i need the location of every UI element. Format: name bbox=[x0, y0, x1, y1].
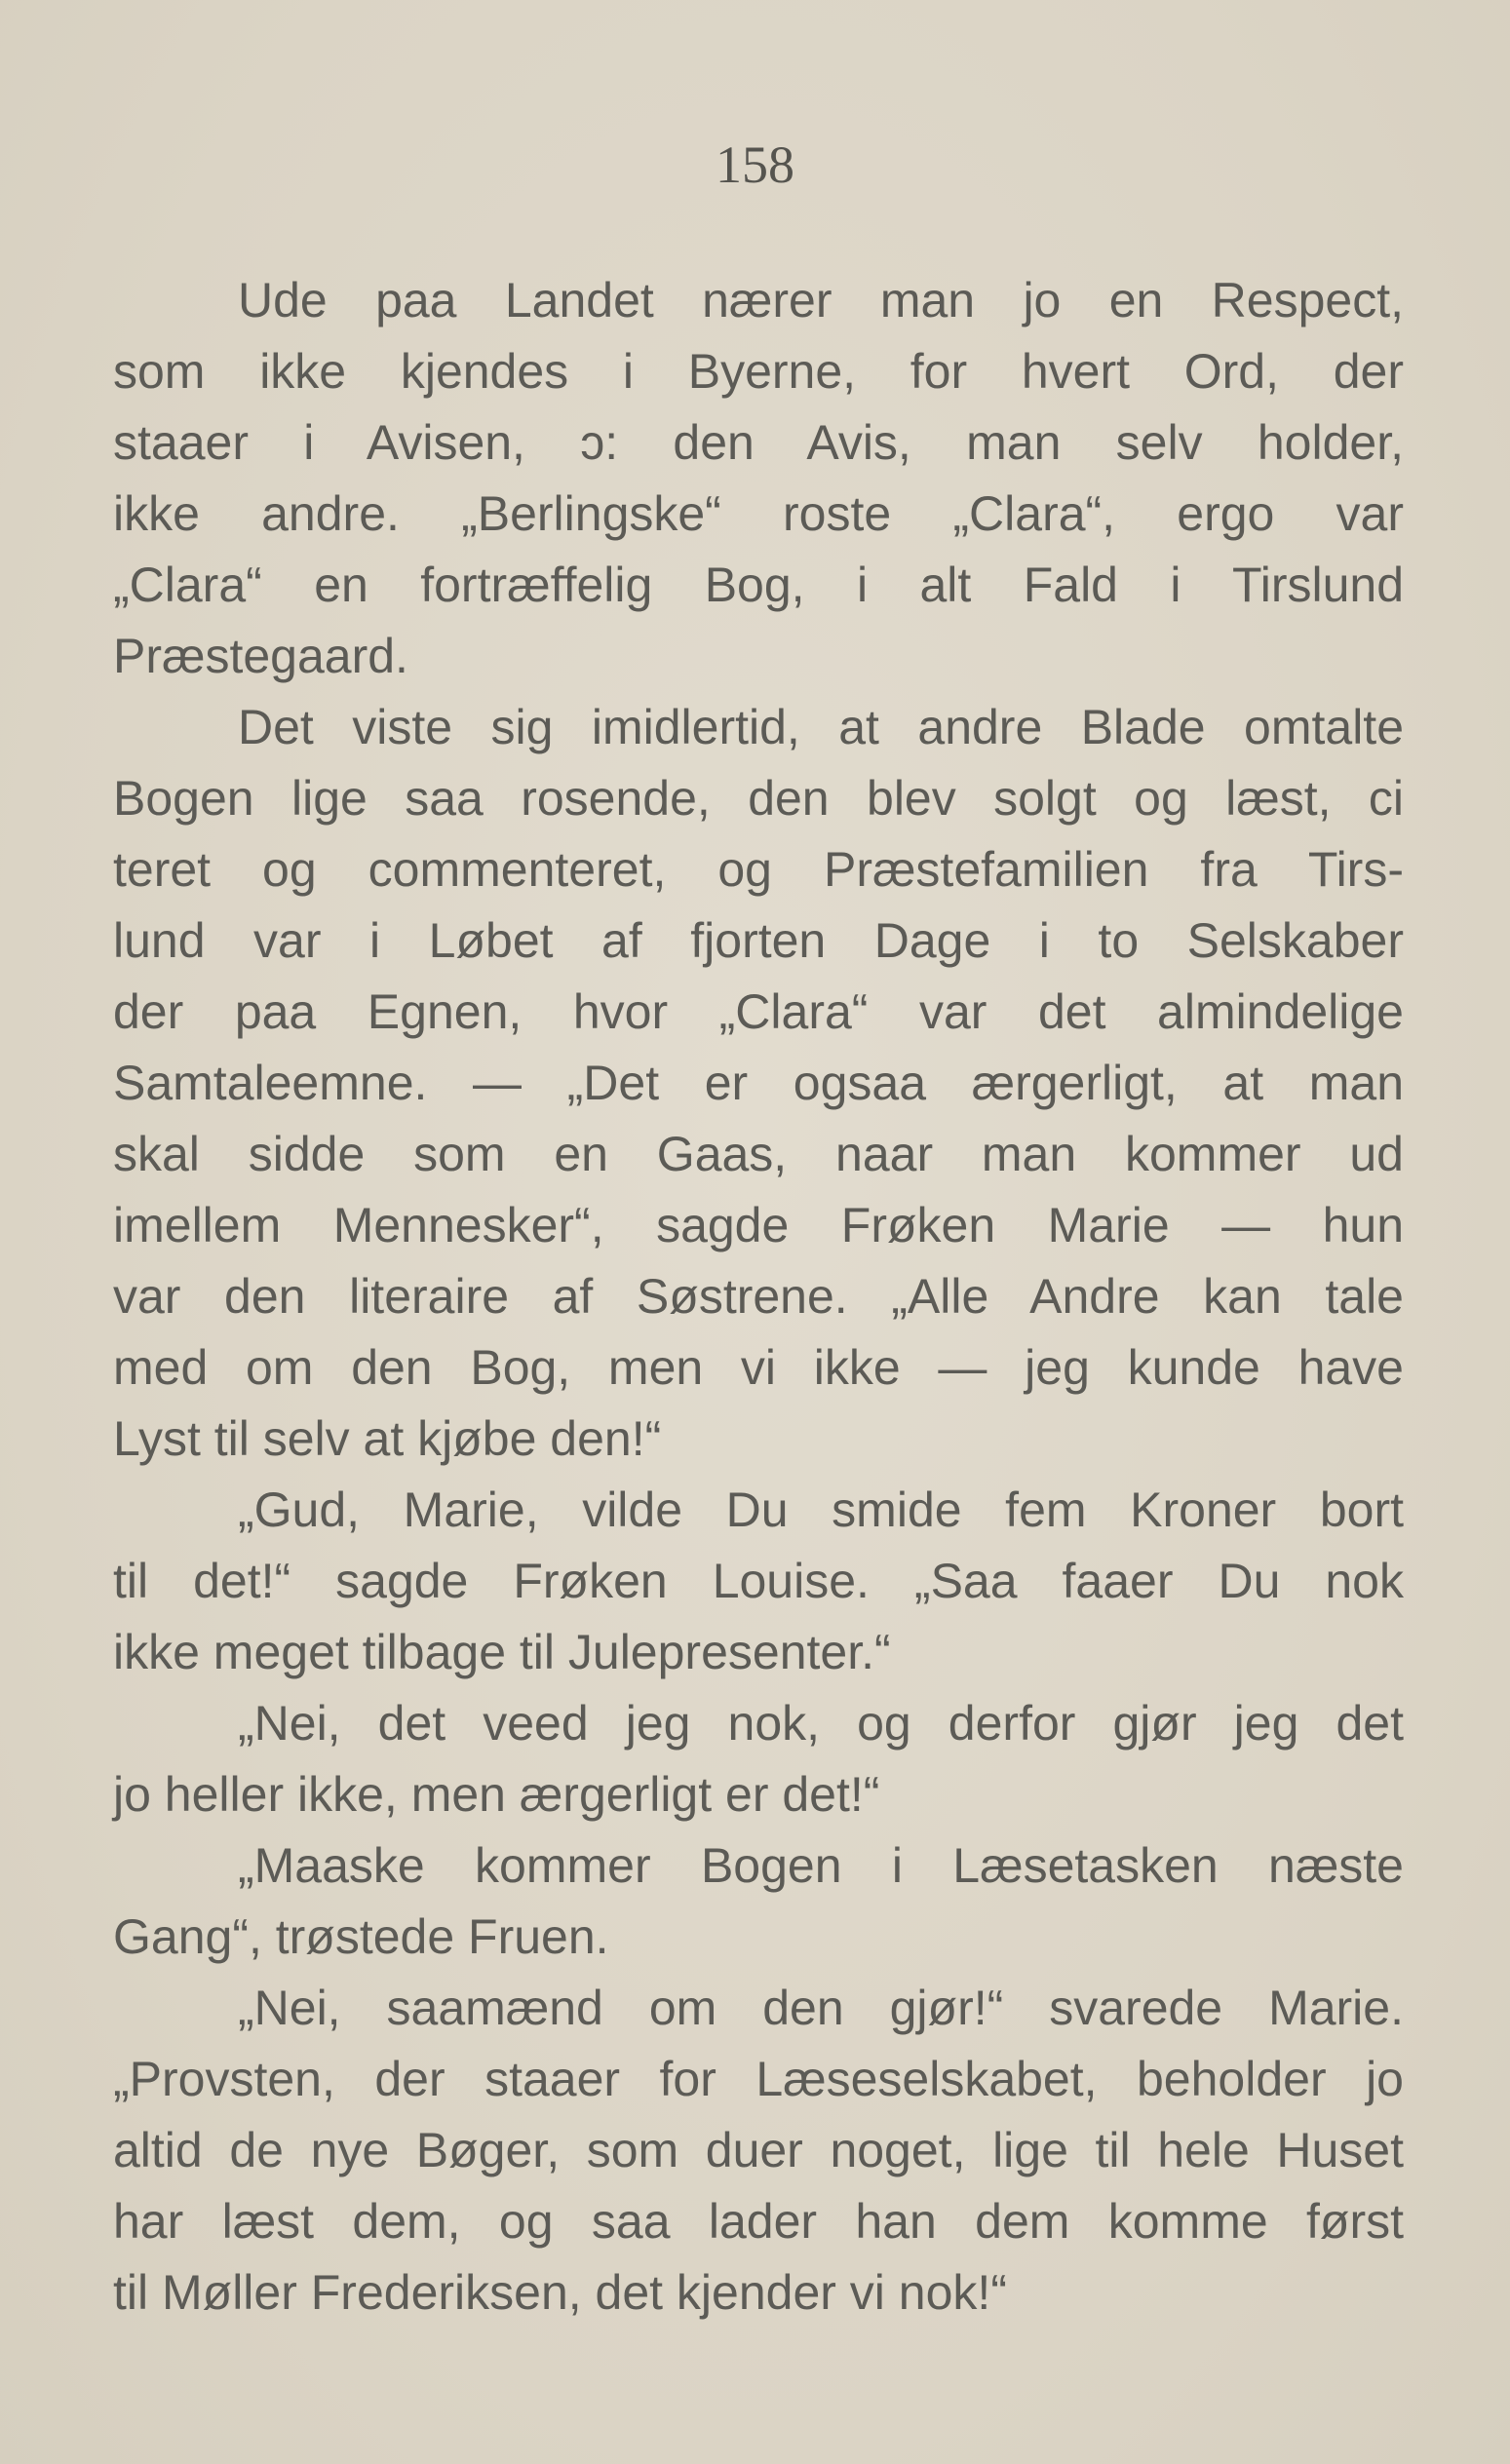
body-text bbox=[113, 265, 1404, 2329]
text-line: Lyst til selv at kjøbe den!“ bbox=[113, 1411, 662, 1466]
text-line: „Clara“ en fortræffelig Bog, i alt Fald i Tirslund bbox=[113, 558, 1404, 612]
text-line: jo heller ikke, men ærgerligt er det!“ bbox=[113, 1767, 880, 1822]
text-line: „Nei, det veed jeg nok, og derfor gjør jeg det bbox=[238, 1696, 1404, 1751]
text-line: staaer i Avisen, ɔ: den Avis, man selv holder, bbox=[113, 415, 1404, 470]
text-line: Ude paa Landet nærer man jo en Respect, bbox=[238, 273, 1404, 327]
text-line: var den literaire af Søstrene. „Alle Andre kan tale bbox=[113, 1269, 1404, 1324]
text-line: til Møller Frederiksen, det kjender vi nok!“ bbox=[113, 2265, 1007, 2320]
text-line: skal sidde som en Gaas, naar man kommer ud bbox=[113, 1127, 1404, 1181]
text-line: Det viste sig imidlertid, at andre Blade omtalte bbox=[238, 700, 1404, 754]
text-line: Gang“, trøstede Fruen. bbox=[113, 1909, 609, 1964]
text-line: Bogen lige saa rosende, den blev solgt og læst, ci bbox=[113, 771, 1404, 826]
text-line: har læst dem, og saa lader han dem komme først bbox=[113, 2194, 1404, 2249]
text-line: altid de nye Bøger, som duer noget, lige til hele Huset bbox=[113, 2123, 1404, 2177]
text-line: der paa Egnen, hvor „Clara“ var det almindelige bbox=[113, 984, 1404, 1039]
text-line: „Gud, Marie, vilde Du smide fem Kroner bort bbox=[238, 1482, 1404, 1537]
text-line: ikke meget tilbage til Julepresenter.“ bbox=[113, 1625, 891, 1679]
text-line: imellem Mennesker“, sagde Frøken Marie — hun bbox=[113, 1198, 1404, 1252]
text-line: teret og commenteret, og Præstefamilien fra Tirs- bbox=[113, 842, 1404, 897]
text-line: lund var i Løbet af fjorten Dage i to Selskaber bbox=[113, 913, 1404, 968]
text-line: „Maaske kommer Bogen i Læsetasken næste bbox=[238, 1838, 1404, 1893]
text-line: til det!“ sagde Frøken Louise. „Saa faaer Du nok bbox=[113, 1554, 1404, 1608]
text-line: Samtaleemne. — „Det er ogsaa ærgerligt, at man bbox=[113, 1056, 1404, 1110]
text-line: som ikke kjendes i Byerne, for hvert Ord, der bbox=[113, 344, 1404, 399]
text-line: „Provsten, der staaer for Læseselskabet, beholder jo bbox=[113, 2052, 1404, 2106]
text-line: med om den Bog, men vi ikke — jeg kunde have bbox=[113, 1340, 1404, 1395]
text-line: ikke andre. „Berlingske“ roste „Clara“, ergo var bbox=[113, 486, 1404, 541]
page-number: 158 bbox=[716, 135, 794, 194]
text-line: Præstegaard. bbox=[113, 629, 408, 683]
text-line: „Nei, saamænd om den gjør!“ svarede Marie. bbox=[238, 1981, 1404, 2035]
